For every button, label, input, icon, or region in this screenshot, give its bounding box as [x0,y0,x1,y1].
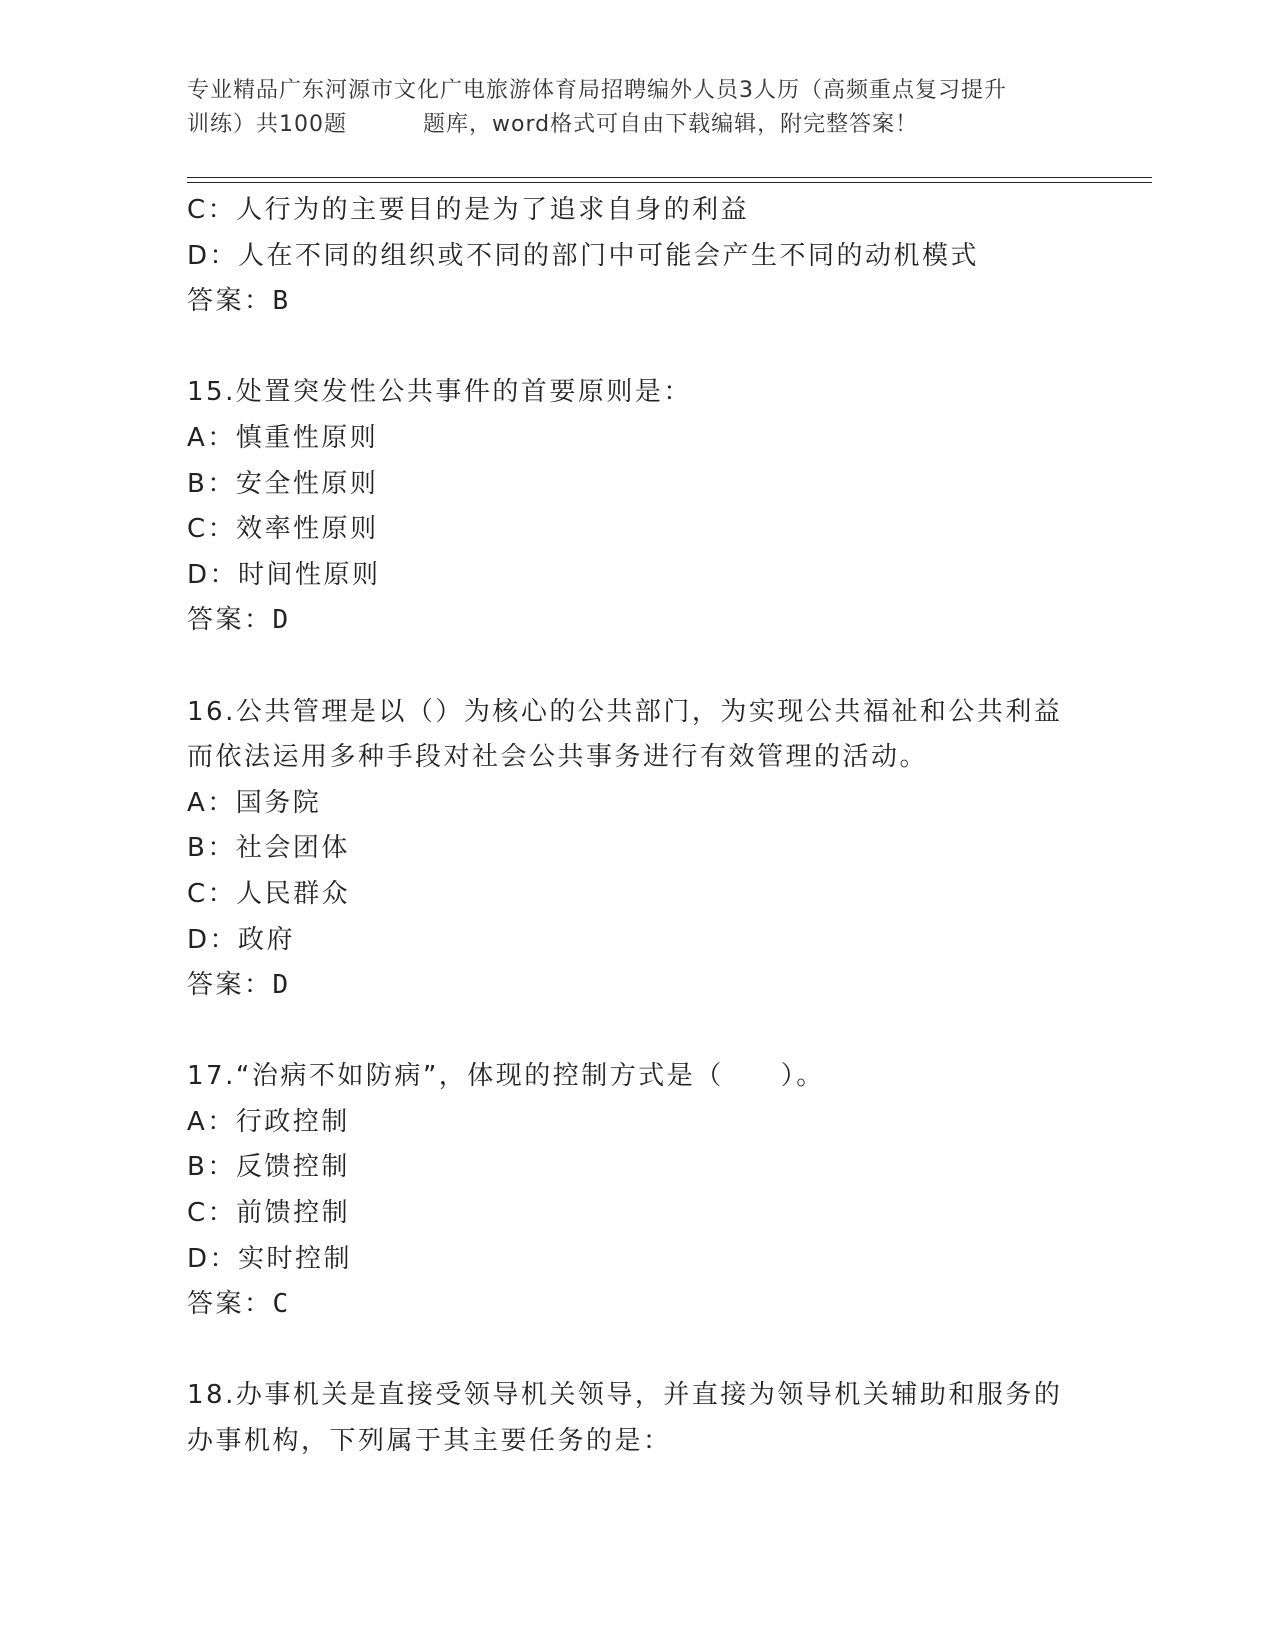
question-14-tail [187,188,1087,325]
option-a: A：行政控制 [187,1106,350,1137]
question-18 [187,1373,1087,1464]
answer-line: 答案：D [187,970,291,1001]
header-gap [347,108,423,142]
question-16 [187,690,1087,1009]
answer-line: 答案：D [187,605,291,636]
option-c: C：人行为的主要目的是为了追求自身的利益 [187,195,750,225]
option-d: D：时间性原则 [187,559,381,590]
question-stem-line2: 办事机构，下列属于其主要任务的是： [187,1426,672,1457]
question-stem: 17.“治病不如防病”，体现的控制方式是（ ）。 [187,1061,825,1092]
answer-line: 答案：B [187,286,291,317]
question-stem: 15.处置突发性公共事件的首要原则是： [187,377,692,408]
page-header [187,74,1087,142]
option-c: C：效率性原则 [187,514,379,545]
header-divider-top [187,177,1152,178]
option-a: A：慎重性原则 [187,422,379,453]
document-body [187,188,1087,1465]
option-d: D：人在不同的组织或不同的部门中可能会产生不同的动机模式 [187,240,980,271]
question-17 [187,1054,1087,1328]
answer-line: 答案：C [187,1289,291,1320]
option-d: D：实时控制 [187,1243,353,1274]
spacer [187,1328,1087,1374]
spacer [187,325,1087,371]
option-c: C：前馈控制 [187,1198,351,1229]
option-a: A：国务院 [187,787,322,818]
option-d: D：政府 [187,924,296,955]
spacer [187,1009,1087,1055]
header-title-part1: 训练）共100题 [187,112,347,137]
question-stem-line1: 16.公共管理是以（）为核心的公共部门，为实现公共福祉和公共利益 [187,696,1063,727]
question-15 [187,370,1087,644]
option-b: B：安全性原则 [187,468,379,499]
header-title-line2 [187,108,1087,142]
header-title-part2: 题库，word格式可自由下载编辑，附完整答案！ [423,112,919,137]
header-title-line1: 专业精品广东河源市文化广电旅游体育局招聘编外人员3人历（高频重点复习提升 [187,78,1007,103]
spacer [187,644,1087,690]
question-stem-line1: 18.办事机关是直接受领导机关领导，并直接为领导机关辅助和服务的 [187,1380,1063,1411]
option-b: B：社会团体 [187,833,350,864]
header-divider-bottom [187,182,1152,183]
option-b: B：反馈控制 [187,1152,350,1183]
question-stem-line2: 而依法运用多种手段对社会公共事务进行有效管理的活动。 [187,742,929,773]
option-c: C：人民群众 [187,878,351,909]
